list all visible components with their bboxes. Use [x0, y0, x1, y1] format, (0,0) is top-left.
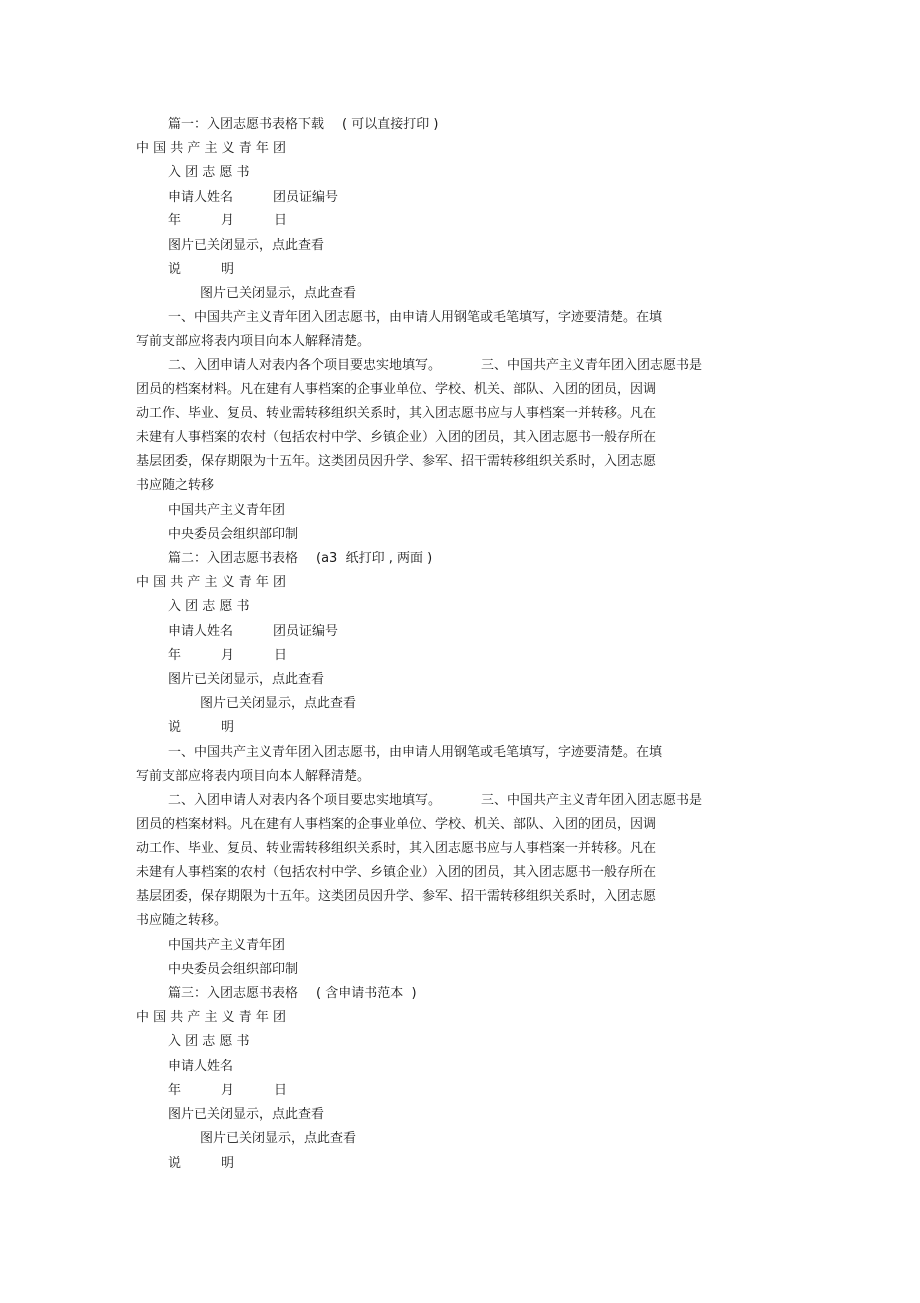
section1-image-link-1[interactable]: 图片已关闭显示，点此查看 — [168, 238, 325, 253]
section2-p2-line1b: 三、中国共产主义青年团入团志愿书是 — [481, 793, 703, 808]
explain-char-a: 说 — [168, 1156, 182, 1171]
section1-p2-line1b: 三、中国共产主义青年团入团志愿书是 — [481, 358, 703, 373]
section2-applicant-row — [168, 624, 338, 640]
section2-image-link-1[interactable]: 图片已关闭显示，点此查看 — [168, 672, 325, 687]
month-label: 月 — [221, 1083, 235, 1098]
section2-p1-line2: 写前支部应将表内项目向本人解释清楚。 — [136, 769, 371, 784]
section1-id-label: 团员证编号 — [273, 190, 339, 205]
section3-explain — [168, 1156, 234, 1172]
section1-image-link-2[interactable]: 图片已关闭显示，点此查看 — [200, 286, 357, 301]
section2-org: 中 国 共 产 主 义 青 年 团 — [136, 575, 287, 590]
section2-name-label: 申请人姓名 — [168, 624, 234, 639]
section1-p2-line2: 团员的档案材料。凡在建有人事档案的企事业单位、学校、机关、部队、入团的团员，因调 — [136, 382, 657, 397]
day-label: 日 — [274, 648, 288, 663]
explain-char-a: 说 — [168, 720, 182, 735]
section1-footer-org: 中国共产主义青年团 — [168, 503, 286, 518]
section3-title-note: ( 含申请书范本 ) — [316, 986, 417, 1001]
section2-title: 篇二：入团志愿书表格 — [168, 551, 299, 566]
section2-p2-line3: 动工作、毕业、复员、转业需转移组织关系时，其入团志愿书应与人事档案一并转移。凡在 — [136, 841, 657, 856]
section1-doc: 入 团 志 愿 书 — [168, 165, 250, 180]
section1-p2-line6: 书应随之转移 — [136, 478, 215, 493]
section2-image-link-2[interactable]: 图片已关闭显示，点此查看 — [200, 696, 357, 711]
section2-doc: 入 团 志 愿 书 — [168, 599, 250, 614]
section1-footer-printer: 中央委员会组织部印制 — [168, 527, 299, 542]
section2-p2-line1 — [168, 793, 702, 809]
day-label: 日 — [274, 1083, 288, 1098]
section1-p2-line1 — [168, 358, 702, 374]
section1-name-label: 申请人姓名 — [168, 190, 234, 205]
section1-p1-line2: 写前支部应将表内项目向本人解释清楚。 — [136, 334, 371, 349]
section2-p2-line5: 基层团委，保存期限为十五年。这类团员因升学、参军、招干需转移组织关系时，入团志愿 — [136, 889, 657, 904]
section1-title-note: ( 可以直接打印 ) — [342, 117, 439, 132]
section2-footer-printer: 中央委员会组织部印制 — [168, 962, 299, 977]
section2-p2-line1a: 二、入团申请人对表内各个项目要忠实地填写。 — [168, 793, 442, 808]
section2-heading — [168, 551, 432, 567]
section2-p2-line4: 未建有人事档案的农村（包括农村中学、乡镇企业）入团的团员，其入团志愿书一般存所在 — [136, 865, 657, 880]
explain-char-b: 明 — [221, 720, 235, 735]
section1-title: 篇一：入团志愿书表格下载 — [168, 117, 325, 132]
year-label: 年 — [168, 213, 182, 228]
explain-char-b: 明 — [221, 1156, 235, 1171]
section1-p1-line1: 一、中国共产主义青年团入团志愿书，由申请人用钢笔或毛笔填写，字迹要清楚。在填 — [168, 310, 663, 325]
section1-p2-line1a: 二、入团申请人对表内各个项目要忠实地填写。 — [168, 358, 442, 373]
section3-date-row — [168, 1083, 287, 1099]
section3-image-link-1[interactable]: 图片已关闭显示，点此查看 — [168, 1107, 325, 1122]
section3-name-label: 申请人姓名 — [168, 1059, 234, 1074]
year-label: 年 — [168, 1083, 182, 1098]
section1-org: 中 国 共 产 主 义 青 年 团 — [136, 141, 287, 156]
section2-p1-line1: 一、中国共产主义青年团入团志愿书，由申请人用钢笔或毛笔填写，字迹要清楚。在填 — [168, 745, 663, 760]
section1-applicant-row — [168, 190, 338, 206]
section2-footer-org: 中国共产主义青年团 — [168, 938, 286, 953]
year-label: 年 — [168, 648, 182, 663]
section3-title: 篇三：入团志愿书表格 — [168, 986, 299, 1001]
month-label: 月 — [221, 648, 235, 663]
section3-org: 中 国 共 产 主 义 青 年 团 — [136, 1010, 287, 1025]
section3-image-link-2[interactable]: 图片已关闭显示，点此查看 — [200, 1131, 357, 1146]
section2-explain — [168, 720, 234, 736]
day-label: 日 — [274, 213, 288, 228]
section1-heading — [168, 117, 438, 133]
section1-p2-line5: 基层团委，保存期限为十五年。这类团员因升学、参军、招干需转移组织关系时，入团志愿 — [136, 454, 657, 469]
explain-char-b: 明 — [221, 262, 235, 277]
section2-p2-line6: 书应随之转移。 — [136, 913, 228, 928]
section2-id-label: 团员证编号 — [273, 624, 339, 639]
explain-char-a: 说 — [168, 262, 182, 277]
section1-date-row — [168, 213, 287, 229]
section1-explain — [168, 262, 234, 278]
section2-p2-line2: 团员的档案材料。凡在建有人事档案的企事业单位、学校、机关、部队、入团的团员，因调 — [136, 817, 657, 832]
section1-p2-line4: 未建有人事档案的农村（包括农村中学、乡镇企业）入团的团员，其入团志愿书一般存所在 — [136, 430, 657, 445]
section3-heading — [168, 986, 417, 1002]
section1-p2-line3: 动工作、毕业、复员、转业需转移组织关系时，其入团志愿书应与人事档案一并转移。凡在 — [136, 406, 657, 421]
month-label: 月 — [221, 213, 235, 228]
section2-title-note: (a3 纸打印 , 两面 ) — [316, 551, 433, 566]
section2-date-row — [168, 648, 287, 664]
section3-doc: 入 团 志 愿 书 — [168, 1034, 250, 1049]
